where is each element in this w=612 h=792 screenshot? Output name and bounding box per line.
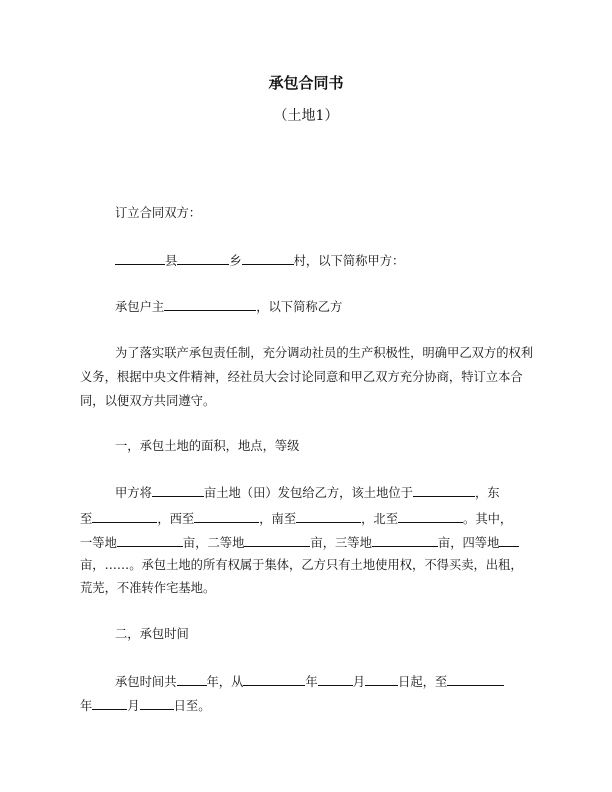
householder-blank[interactable] [164,298,256,311]
section2-line: 年 月 日至。 [80,699,211,713]
start-month-blank[interactable] [318,673,353,686]
document-subtitle: （土地1） [273,108,339,124]
section1-line: 荒芜，不准转作宅基地。 [80,581,216,595]
township-blank[interactable] [177,252,229,265]
village-blank[interactable] [242,252,294,265]
grade1-blank[interactable] [117,534,183,547]
section2-heading: 二，承包时间 [115,627,189,641]
section2-line: 承包时间共 年，从 年 月 日起，至 [115,673,504,690]
end-year-blank[interactable] [447,673,504,686]
east-blank[interactable] [92,510,157,523]
start-day-blank[interactable] [365,673,398,686]
section1-line: 一等地 亩，二等地 亩，三等地 亩，四等地 [80,534,519,551]
section1-line: 至 ，西至 ，南至 ，北至 。其中， [80,512,513,526]
county-blank[interactable] [115,252,165,265]
south-blank[interactable] [296,510,361,523]
section1-heading: 一，承包土地的面积，地点，等级 [115,439,300,453]
document-title: 承包合同书 [268,74,344,92]
party-b-line: 承包户主 ，以下简称乙方 [115,300,343,314]
north-blank[interactable] [398,510,463,523]
west-blank[interactable] [194,510,259,523]
years-blank[interactable] [177,673,207,686]
area-blank[interactable] [152,484,204,497]
section1-line: 亩，……。承包土地的所有权属于集体，乙方只有土地使用权，不得买卖，出租， [80,558,523,572]
preamble-line: 义务，根据中央文件精神，经社员大会讨论同意和甲乙双方充分协商，特订立本合 [80,370,523,384]
section1-line: 甲方将 亩土地（田）发包给乙方，该土地位于 ，东 [115,486,500,500]
start-year-blank[interactable] [243,673,305,686]
preamble-line: 为了落实联产承包责任制，充分调动社员的生产积极性，明确甲乙双方的权利 [115,346,534,360]
preamble-line: 同，以便双方共同遵守。 [80,394,216,408]
end-month-blank[interactable] [140,697,174,710]
location-blank[interactable] [413,484,475,497]
party-a-line: 县 乡 村，以下简称甲方： [115,252,404,269]
parties-label: 订立合同双方： [115,206,202,220]
grade4-blank[interactable] [499,534,519,547]
grade3-blank[interactable] [372,534,438,547]
end-year-blank[interactable] [92,697,127,710]
grade2-blank[interactable] [244,534,310,547]
